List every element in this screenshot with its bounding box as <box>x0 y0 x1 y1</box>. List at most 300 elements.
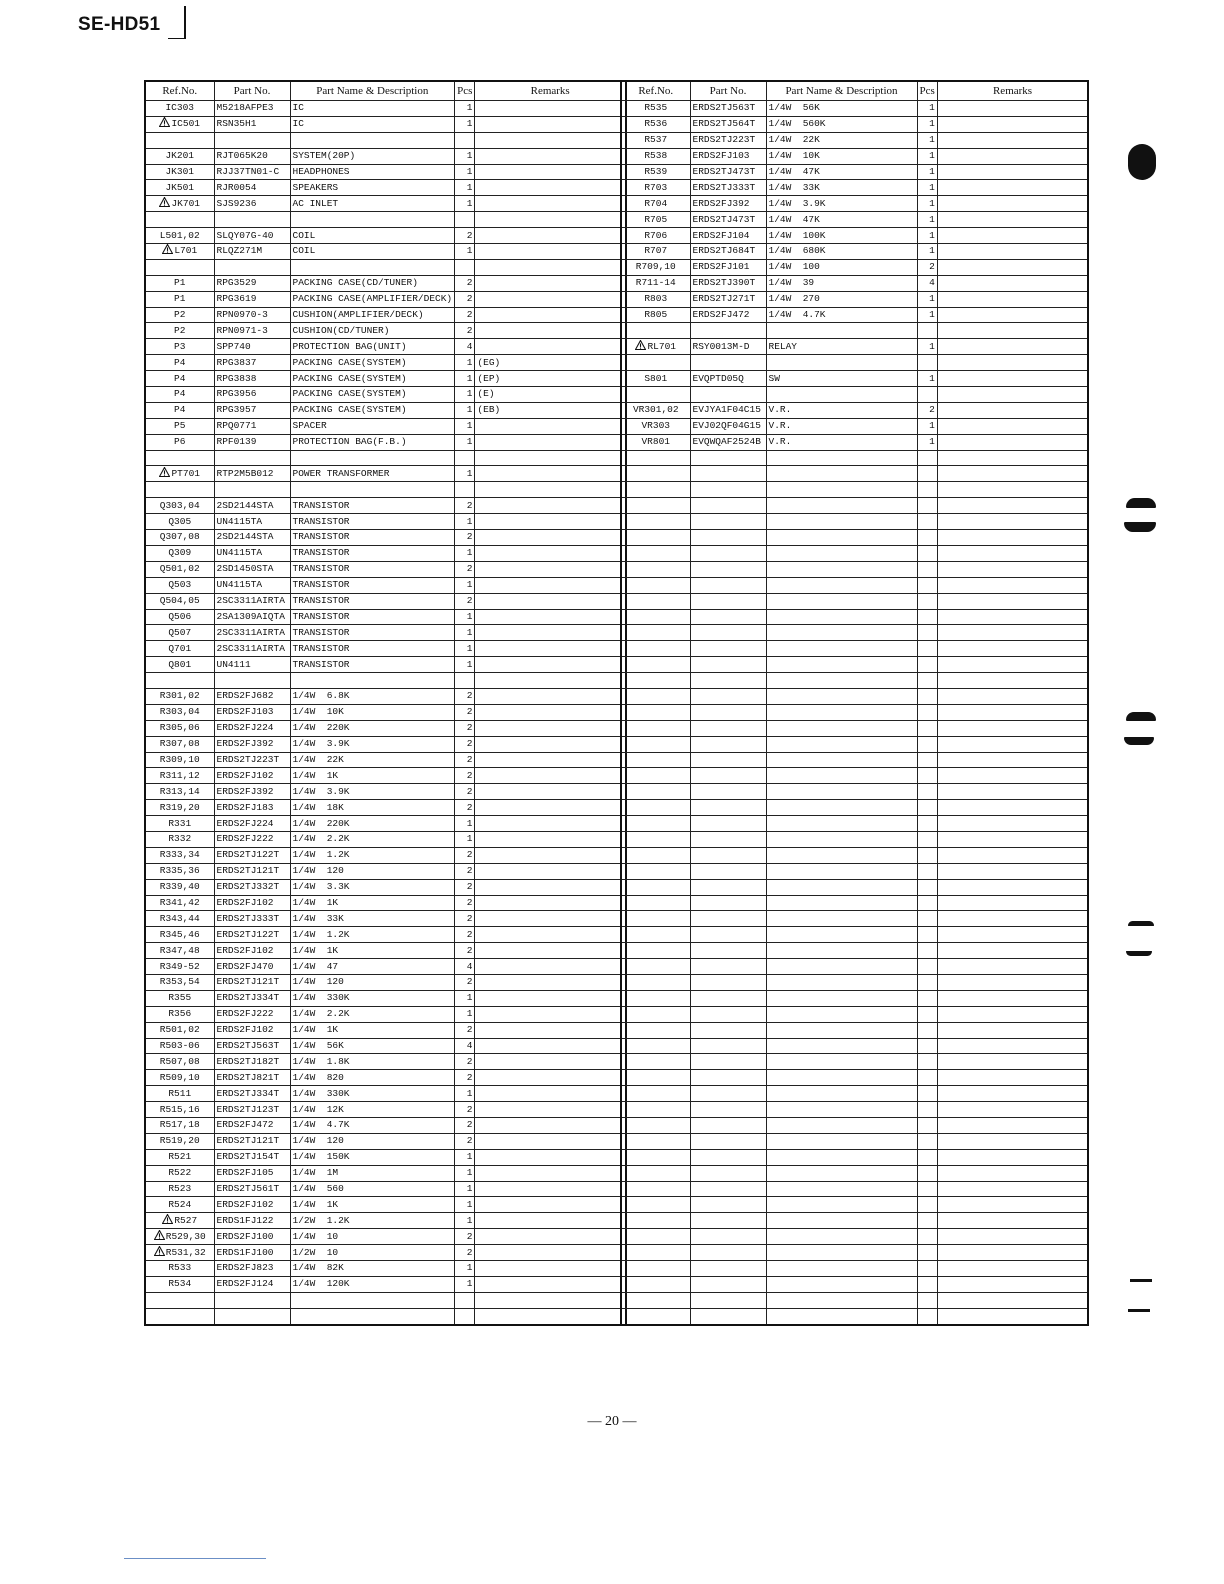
pcs-cell-text: 2 <box>466 324 473 336</box>
description-cell <box>766 307 917 323</box>
pcs-cell-text: 2 <box>466 896 473 908</box>
part-no-cell <box>690 1245 766 1261</box>
ref-cell-text: R353,54 <box>159 976 200 988</box>
ref-cell <box>621 482 690 498</box>
remarks-cell <box>475 371 626 387</box>
ref-cell-text: JK201 <box>165 150 194 162</box>
ref-cell-text: P1 <box>174 277 186 289</box>
remarks-cell <box>475 641 626 657</box>
safety-warning-icon <box>159 117 170 127</box>
ref-cell <box>145 228 214 244</box>
remarks-cell <box>475 831 626 847</box>
ref-cell <box>621 657 690 673</box>
table-row <box>621 418 1088 434</box>
part-no-cell <box>690 784 766 800</box>
ref-cell <box>621 148 690 164</box>
remarks-cell <box>475 244 626 260</box>
description-cell <box>290 927 455 943</box>
description-cell <box>290 800 455 816</box>
part-no-cell <box>214 847 290 863</box>
table-row <box>145 1054 626 1070</box>
remarks-cell <box>475 1118 626 1134</box>
remarks-cell <box>937 1118 1088 1134</box>
ref-cell <box>145 307 214 323</box>
pcs-cell <box>917 943 937 959</box>
ref-cell <box>145 1245 214 1261</box>
remarks-cell <box>937 959 1088 975</box>
description-cell <box>766 752 917 768</box>
pcs-cell-text: 2 <box>929 261 935 273</box>
pcs-cell-text: 2 <box>929 404 935 416</box>
parts-list-table-right <box>620 80 1089 1326</box>
remarks-cell <box>475 1245 626 1261</box>
ref-cell <box>621 180 690 196</box>
part-no-cell <box>214 816 290 832</box>
part-no-cell <box>690 768 766 784</box>
description-cell <box>290 1054 455 1070</box>
remarks-cell <box>937 673 1088 689</box>
pcs-cell-text: 2 <box>466 1246 473 1258</box>
ref-cell-text: R533 <box>168 1262 192 1274</box>
table-row <box>621 927 1088 943</box>
part-no-cell-text: ERDS2TJ154T <box>216 1151 280 1163</box>
ref-cell <box>145 101 214 117</box>
part-no-cell <box>214 482 290 498</box>
pcs-cell-text: 1 <box>929 340 935 352</box>
part-no-cell <box>690 959 766 975</box>
part-no-cell <box>690 164 766 180</box>
part-no-cell-text: RPG3529 <box>216 277 257 289</box>
pcs-cell <box>455 879 475 895</box>
remarks-cell <box>475 593 626 609</box>
ref-cell-text: R347,48 <box>159 944 200 956</box>
ref-cell <box>145 1149 214 1165</box>
model-name: SE-HD51 <box>78 14 161 35</box>
description-cell <box>766 180 917 196</box>
ref-cell <box>621 974 690 990</box>
description-cell-text: 1/4W 1K <box>292 1198 339 1210</box>
part-no-cell <box>214 911 290 927</box>
description-cell-text: TRANSISTOR <box>292 531 350 543</box>
table-row <box>621 244 1088 260</box>
description-cell <box>290 1181 455 1197</box>
table-row <box>145 736 626 752</box>
part-no-cell-text: RJJ37TN01-C <box>216 166 280 177</box>
pcs-cell-text: 2 <box>466 277 473 289</box>
part-no-cell <box>690 831 766 847</box>
remarks-cell <box>937 530 1088 546</box>
pcs-cell <box>455 212 475 228</box>
ref-cell <box>145 657 214 673</box>
ref-cell <box>621 1038 690 1054</box>
remarks-cell <box>937 1229 1088 1245</box>
remarks-cell <box>937 1102 1088 1118</box>
remarks-cell <box>475 974 626 990</box>
pcs-cell-text: 1 <box>929 166 935 177</box>
part-no-cell-text: UN4111 <box>216 658 251 670</box>
remarks-cell <box>937 768 1088 784</box>
part-no-cell-text: ERDS2TJ333T <box>692 181 756 193</box>
header-divider <box>184 6 186 38</box>
part-no-cell-text: SJS9236 <box>216 197 257 209</box>
pcs-cell <box>455 1006 475 1022</box>
remarks-cell <box>937 720 1088 736</box>
part-no-cell-text: 2SA1309AIQTA <box>216 610 285 622</box>
remarks-cell <box>937 657 1088 673</box>
pcs-cell <box>455 593 475 609</box>
ref-cell <box>621 387 690 403</box>
part-no-cell <box>690 1292 766 1308</box>
description-cell-text: AC INLET <box>292 197 339 209</box>
pcs-cell-text: 1 <box>466 467 473 479</box>
ref-cell <box>145 593 214 609</box>
ref-cell <box>145 339 214 355</box>
description-cell <box>766 1133 917 1149</box>
pcs-cell <box>917 657 937 673</box>
description-cell <box>766 863 917 879</box>
ref-cell <box>621 752 690 768</box>
remarks-cell <box>937 387 1088 403</box>
ref-cell <box>621 212 690 228</box>
pcs-cell <box>917 1276 937 1292</box>
pcs-cell <box>917 228 937 244</box>
remarks-cell <box>475 577 626 593</box>
description-cell <box>290 974 455 990</box>
description-cell <box>290 1133 455 1149</box>
column-header-desc: Part Name & Description <box>766 81 917 101</box>
pcs-cell-text: 1 <box>466 420 473 432</box>
table-row <box>621 625 1088 641</box>
pcs-cell <box>917 132 937 148</box>
remarks-cell <box>475 387 626 403</box>
description-cell <box>766 1006 917 1022</box>
table-row <box>621 593 1088 609</box>
remarks-cell <box>475 1149 626 1165</box>
ref-cell <box>145 625 214 641</box>
part-no-cell <box>690 1165 766 1181</box>
description-cell <box>766 259 917 275</box>
remarks-cell <box>937 1292 1088 1308</box>
ref-cell-text: R349-52 <box>159 960 200 972</box>
part-no-cell-text: EVQPTD05Q <box>692 372 744 384</box>
part-no-cell-text: SPP740 <box>216 340 251 352</box>
ref-cell <box>621 863 690 879</box>
table-row <box>145 355 626 371</box>
ref-cell-text: P4 <box>174 404 186 416</box>
part-no-cell <box>214 1133 290 1149</box>
part-no-cell <box>214 1292 290 1308</box>
pcs-cell <box>917 244 937 260</box>
pcs-cell-text: 1 <box>929 197 935 209</box>
pcs-cell-text: 2 <box>466 293 473 305</box>
part-no-cell-text: ERDS2TJ271T <box>692 293 756 305</box>
remarks-cell <box>937 784 1088 800</box>
part-no-cell-text: EVQWQAF2524B <box>692 436 761 448</box>
description-cell <box>290 688 455 704</box>
ref-cell-text: L701 <box>174 245 198 257</box>
ref-cell <box>145 1229 214 1245</box>
description-cell <box>766 704 917 720</box>
ref-cell-text: R705 <box>644 213 668 225</box>
description-cell <box>290 1165 455 1181</box>
table-row <box>145 641 626 657</box>
table-row <box>621 1165 1088 1181</box>
pcs-cell-text: 1 <box>466 118 473 130</box>
description-cell-text: TRANSISTOR <box>292 563 350 575</box>
pcs-cell-text: 1 <box>466 610 473 622</box>
table-row <box>621 609 1088 625</box>
part-no-cell <box>214 831 290 847</box>
remarks-cell <box>475 736 626 752</box>
ref-cell <box>621 291 690 307</box>
table-row <box>621 339 1088 355</box>
pcs-cell-text: 1 <box>466 1183 473 1194</box>
ref-cell <box>145 1197 214 1213</box>
remarks-cell <box>937 514 1088 530</box>
part-no-cell <box>690 291 766 307</box>
table-row <box>145 752 626 768</box>
pcs-cell <box>917 212 937 228</box>
ref-cell <box>145 800 214 816</box>
ref-cell <box>145 561 214 577</box>
part-no-cell <box>214 164 290 180</box>
description-cell-text: 1/4W 22K <box>768 134 820 146</box>
pcs-cell <box>455 307 475 323</box>
remarks-cell <box>475 1229 626 1245</box>
part-no-cell <box>214 625 290 641</box>
part-no-cell <box>690 101 766 117</box>
ref-cell <box>145 911 214 927</box>
description-cell <box>766 148 917 164</box>
table-row <box>621 228 1088 244</box>
part-no-cell-text: EVJ02QF04G15 <box>692 420 761 432</box>
pcs-cell <box>455 1102 475 1118</box>
table-row <box>621 577 1088 593</box>
pcs-cell <box>455 1213 475 1229</box>
ref-cell-text: R536 <box>644 118 668 130</box>
ref-cell-text: P4 <box>174 388 186 400</box>
pcs-cell-text: 1 <box>929 102 935 114</box>
pcs-cell-text: 1 <box>466 1008 473 1020</box>
remarks-cell <box>475 180 626 196</box>
pcs-cell <box>455 720 475 736</box>
description-cell-text: 1/4W 3.9K <box>768 197 826 209</box>
ref-cell-text: R332 <box>168 833 192 845</box>
table-row <box>145 1070 626 1086</box>
ref-cell <box>145 148 214 164</box>
part-no-cell <box>690 1086 766 1102</box>
ref-cell <box>621 800 690 816</box>
description-cell <box>290 244 455 260</box>
ref-cell-text: R341,42 <box>159 896 200 908</box>
table-row <box>621 450 1088 466</box>
part-no-cell <box>214 1261 290 1277</box>
table-row <box>621 1102 1088 1118</box>
part-no-cell <box>214 704 290 720</box>
remarks-cell-text: (EB) <box>477 404 501 416</box>
binder-mark <box>1128 921 1154 926</box>
part-no-cell-text: 2SD2144STA <box>216 531 274 543</box>
pcs-cell-text: 1 <box>466 626 473 638</box>
part-no-cell <box>214 339 290 355</box>
part-no-cell-text: ERDS2FJ105 <box>216 1167 274 1179</box>
ref-cell-text: P6 <box>174 436 186 448</box>
ref-cell-text: Q305 <box>168 515 192 527</box>
part-no-cell <box>690 196 766 212</box>
part-no-cell <box>690 545 766 561</box>
binder-mark <box>1126 712 1156 721</box>
part-no-cell-text: ERDS2FJ102 <box>216 1024 274 1036</box>
table-row <box>145 1133 626 1149</box>
description-cell-text: 1/4W 120 <box>292 976 344 988</box>
remarks-cell <box>475 498 626 514</box>
table-row <box>621 498 1088 514</box>
part-no-cell <box>690 132 766 148</box>
part-no-cell-text: ERDS2FJ224 <box>216 817 274 829</box>
pcs-cell <box>917 990 937 1006</box>
ref-cell-text: JK301 <box>165 166 194 177</box>
remarks-cell <box>937 752 1088 768</box>
remarks-cell-text: (E) <box>477 388 495 400</box>
ref-cell-text: R803 <box>644 293 668 305</box>
remarks-cell <box>475 259 626 275</box>
description-cell <box>290 959 455 975</box>
remarks-cell <box>937 466 1088 482</box>
ref-cell-text: R319,20 <box>159 801 200 813</box>
part-no-cell <box>214 132 290 148</box>
part-no-cell-text: ERDS1FJ122 <box>216 1214 274 1226</box>
table-row <box>621 1118 1088 1134</box>
description-cell-text: 1/4W 120K <box>292 1278 350 1290</box>
column-header-pcs: Pcs <box>455 81 475 101</box>
pcs-cell <box>455 1181 475 1197</box>
ref-cell-text: PT701 <box>171 467 200 479</box>
part-no-cell-text: ERDS2TJ334T <box>216 992 280 1004</box>
table-row <box>621 863 1088 879</box>
ref-cell <box>621 275 690 291</box>
remarks-cell <box>937 847 1088 863</box>
pcs-cell <box>917 371 937 387</box>
description-cell-text: PACKING CASE(AMPLIFIER/DECK) <box>292 293 453 305</box>
part-no-cell <box>214 784 290 800</box>
pcs-cell <box>917 1022 937 1038</box>
description-cell-text: SYSTEM(20P) <box>292 150 356 162</box>
table-row <box>621 847 1088 863</box>
table-row <box>621 752 1088 768</box>
part-no-cell-text: ERDS2FJ102 <box>216 896 274 908</box>
remarks-cell <box>937 1054 1088 1070</box>
part-no-cell-text: ERDS2TJ223T <box>692 134 756 146</box>
table-row <box>145 561 626 577</box>
ref-cell <box>621 688 690 704</box>
table-row <box>145 959 626 975</box>
pcs-cell-text: 1 <box>466 992 473 1004</box>
ref-cell-text: R704 <box>644 197 668 209</box>
description-cell <box>766 1229 917 1245</box>
ref-cell <box>145 736 214 752</box>
part-no-cell <box>690 387 766 403</box>
ref-cell <box>621 641 690 657</box>
remarks-cell <box>937 450 1088 466</box>
remarks-cell <box>475 148 626 164</box>
description-cell <box>290 307 455 323</box>
pcs-cell <box>455 1118 475 1134</box>
description-cell-text: 1/4W 3.3K <box>292 881 350 893</box>
pcs-cell <box>917 1165 937 1181</box>
description-cell <box>766 720 917 736</box>
part-no-cell-text: ERDS2FJ104 <box>692 229 750 241</box>
remarks-cell <box>937 1308 1088 1324</box>
ref-cell-text: R303,04 <box>159 706 200 718</box>
pcs-cell <box>917 1149 937 1165</box>
part-no-cell <box>690 450 766 466</box>
pcs-cell-text: 1 <box>466 197 473 209</box>
part-no-cell <box>690 1197 766 1213</box>
description-cell-text: POWER TRANSFORMER <box>292 467 390 479</box>
pcs-cell <box>455 577 475 593</box>
table-row <box>621 1213 1088 1229</box>
remarks-cell <box>937 879 1088 895</box>
part-no-cell <box>690 752 766 768</box>
part-no-cell-text: UN4115TA <box>216 515 263 527</box>
part-no-cell <box>690 911 766 927</box>
ref-cell <box>621 609 690 625</box>
part-no-cell <box>214 1181 290 1197</box>
pcs-cell <box>917 530 937 546</box>
remarks-cell <box>475 228 626 244</box>
pcs-cell <box>455 180 475 196</box>
ref-cell <box>621 1181 690 1197</box>
description-cell <box>290 1292 455 1308</box>
description-cell-text: 1/4W 12K <box>292 1103 344 1115</box>
part-no-cell <box>214 371 290 387</box>
ref-cell <box>621 196 690 212</box>
part-no-cell <box>214 1086 290 1102</box>
part-no-cell-text: ERDS2TJ121T <box>216 976 280 988</box>
description-cell <box>766 1102 917 1118</box>
description-cell-text: 1/4W 820 <box>292 1071 344 1083</box>
ref-cell-text: R356 <box>168 1008 192 1020</box>
part-no-cell <box>214 974 290 990</box>
ref-cell-text: VR801 <box>641 436 670 448</box>
remarks-cell <box>937 244 1088 260</box>
description-cell-text: 1/4W 56K <box>292 1039 344 1051</box>
part-no-cell <box>214 609 290 625</box>
pcs-cell <box>455 1261 475 1277</box>
description-cell-text: 1/2W 10 <box>292 1246 339 1258</box>
remarks-cell <box>475 1006 626 1022</box>
description-cell-text: 1/4W 39 <box>768 277 815 289</box>
part-no-cell-text: ERDS2TJ564T <box>692 118 756 130</box>
ref-cell <box>621 402 690 418</box>
ref-cell <box>145 164 214 180</box>
remarks-cell <box>475 196 626 212</box>
part-no-cell <box>214 355 290 371</box>
remarks-cell <box>937 895 1088 911</box>
table-row <box>145 625 626 641</box>
table-row <box>621 911 1088 927</box>
ref-cell <box>145 720 214 736</box>
part-no-cell <box>214 1308 290 1324</box>
table-row <box>145 1149 626 1165</box>
ref-cell-text: R305,06 <box>159 722 200 734</box>
description-cell <box>290 625 455 641</box>
pcs-cell-text: 1 <box>466 150 473 162</box>
description-cell <box>290 1308 455 1324</box>
table-row <box>145 1213 626 1229</box>
description-cell-text: 1/4W 1K <box>292 1024 339 1036</box>
part-no-cell-text: ERDS2TJ561T <box>216 1183 280 1194</box>
